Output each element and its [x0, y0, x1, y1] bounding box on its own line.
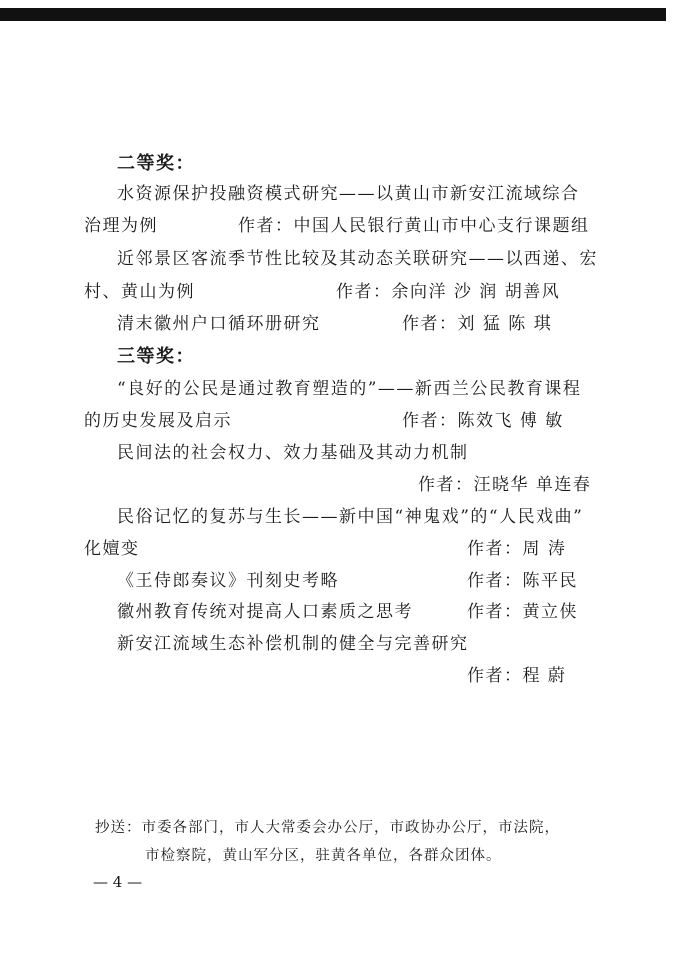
third-item-2-author: 作者：汪晓华 单连春 — [418, 475, 592, 495]
third-item-3-title-line2: 化嬗变 — [84, 539, 140, 559]
second-item-2-title-line2: 村、黄山为例 — [84, 282, 195, 302]
third-item-1-title-line1: “良好的公民是通过教育塑造的”——新西兰公民教育课程 — [117, 379, 582, 399]
second-item-1-title-line1: 水资源保护投融资模式研究——以黄山市新安江流域综合 — [117, 184, 580, 204]
second-item-3-title: 清末徽州户口循环册研究 — [117, 314, 321, 334]
top-border-bar — [0, 8, 666, 21]
third-item-6-title: 新安江流域生态补偿机制的健全与完善研究 — [117, 634, 469, 654]
third-item-6-author: 作者：程 蔚 — [467, 666, 567, 686]
second-item-2-author: 作者：余向洋 沙 润 胡善风 — [336, 282, 561, 302]
third-item-3-title-line1: 民俗记忆的复苏与生长——新中国“神鬼戏”的“人民戏曲” — [117, 507, 584, 527]
second-item-1-title-line2: 治理为例 — [84, 216, 158, 236]
second-item-3-author: 作者：刘 猛 陈 琪 — [402, 314, 553, 334]
second-item-1-author: 作者：中国人民银行黄山市中心支行课题组 — [238, 216, 590, 236]
third-item-1-author: 作者：陈效飞 傅 敏 — [402, 411, 564, 431]
cc-list-line1: 抄送：市委各部门，市人大常委会办公厅，市政协办公厅，市法院， — [95, 820, 560, 836]
second-prize-heading: 二等奖： — [117, 153, 195, 174]
third-item-5-author: 作者：黄立侠 — [467, 602, 578, 622]
third-item-3-author: 作者：周 涛 — [467, 539, 567, 559]
second-item-2-title-line1: 近邻景区客流季节性比较及其动态关联研究——以西递、宏 — [117, 249, 598, 269]
third-item-4-author: 作者：陈平民 — [467, 571, 578, 591]
page-number: — 4 — — [93, 873, 143, 891]
cc-list-line2: 市检察院，黄山军分区，驻黄各单位，各群众团体。 — [145, 848, 502, 864]
third-item-2-title: 民间法的社会权力、效力基础及其动力机制 — [117, 443, 469, 463]
third-item-1-title-line2: 的历史发展及启示 — [84, 411, 232, 431]
third-item-5-title: 徽州教育传统对提高人口素质之思考 — [117, 602, 413, 622]
third-item-4-title: 《王侍郎奏议》刊刻史考略 — [117, 571, 339, 591]
third-prize-heading: 三等奖： — [117, 346, 195, 367]
